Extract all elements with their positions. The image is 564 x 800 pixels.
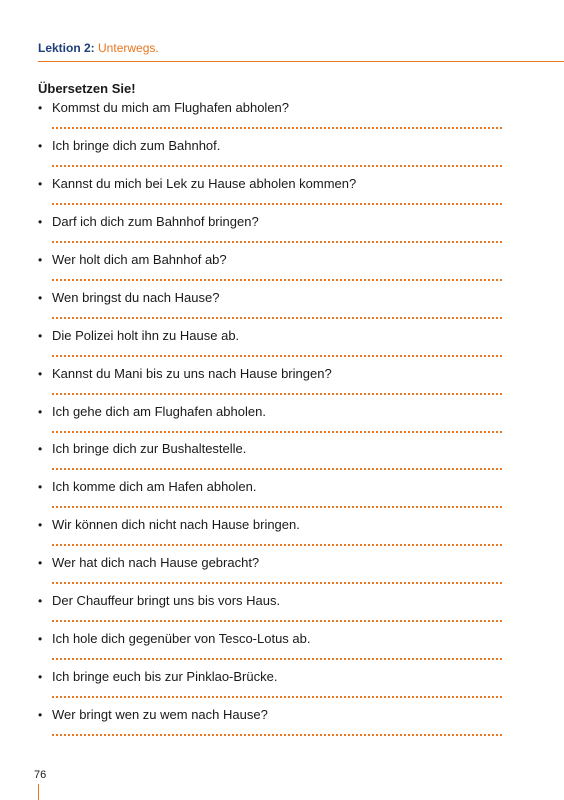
answer-line [52, 127, 502, 129]
bullet-icon: • [38, 518, 43, 533]
bullet-icon: • [38, 708, 43, 722]
bullet-icon: • [38, 328, 43, 343]
exercise-sentence: Der Chauffeur bringt uns bis vors Haus. [52, 593, 281, 609]
exercise-sentence: Wir können dich nicht nach Hause bringen. [52, 517, 300, 533]
exercise-sentence: Wer hat dich nach Hause gebracht? [52, 555, 260, 571]
answer-line [52, 620, 502, 622]
answer-line [52, 241, 502, 243]
answer-line [52, 468, 502, 470]
exercise-sentence: Ich bringe dich zur Bushaltestelle. [52, 441, 247, 457]
bullet-icon: • [38, 670, 43, 685]
exercise-sentence: Kannst du Mani bis zu uns nach Hause bringen? [52, 365, 332, 381]
exercise-sentence: Wen bringst du nach Hause? [52, 289, 220, 305]
bullet-icon: • [38, 138, 43, 153]
exercise-sentence: Wer holt dich am Bahnhof ab? [52, 251, 227, 267]
exercise-item [38, 327, 508, 365]
bullet-icon: • [38, 252, 43, 267]
exercise-item [38, 592, 508, 630]
answer-line [52, 279, 502, 281]
bullet-icon: • [38, 594, 43, 609]
lesson-title: Unterwegs. [98, 41, 159, 55]
exercise-list [38, 99, 508, 744]
page-header [38, 41, 159, 55]
exercise-sentence: Wer bringt wen zu wem nach Hause? [52, 707, 268, 722]
exercise-sentence: Darf ich dich zum Bahnhof bringen? [52, 213, 259, 229]
answer-line [52, 734, 502, 736]
exercise-sentence: Ich bringe dich zum Bahnhof. [52, 137, 221, 153]
answer-line [52, 658, 502, 660]
answer-line [52, 696, 502, 698]
answer-line [52, 317, 502, 319]
bullet-icon: • [38, 404, 43, 419]
exercise-sentence: Kannst du mich bei Lek zu Hause abholen kommen? [52, 175, 357, 191]
exercise-item [38, 403, 508, 441]
exercise-item [38, 440, 508, 478]
bullet-icon: • [38, 480, 43, 495]
exercise-sentence: Ich bringe euch bis zur Pinklao-Brücke. [52, 669, 278, 685]
answer-line [52, 431, 502, 433]
bullet-icon: • [38, 176, 43, 191]
answer-line [52, 203, 502, 205]
answer-line [52, 355, 502, 357]
exercise-title: Übersetzen Sie! [38, 81, 136, 96]
header-rule [38, 61, 564, 62]
exercise-item [38, 516, 508, 554]
exercise-sentence: Kommst du mich am Flughafen abholen? [52, 100, 290, 115]
answer-line [52, 582, 502, 584]
exercise-item [38, 365, 508, 403]
exercise-sentence: Die Polizei holt ihn zu Hause ab. [52, 327, 240, 343]
exercise-item [38, 289, 508, 327]
answer-line [52, 506, 502, 508]
lesson-label: Lektion 2: [38, 41, 95, 55]
exercise-item [38, 554, 508, 592]
bullet-icon: • [38, 366, 43, 381]
exercise-item [38, 175, 508, 213]
bullet-icon: • [38, 214, 43, 229]
exercise-item [38, 213, 508, 251]
bullet-icon: • [38, 632, 43, 647]
bullet-icon: • [38, 101, 43, 115]
bullet-icon: • [38, 556, 43, 571]
page-marker [38, 784, 39, 800]
answer-line [52, 393, 502, 395]
exercise-item [38, 99, 508, 137]
exercise-sentence: Ich hole dich gegenüber von Tesco-Lotus ab. [52, 631, 311, 647]
exercise-sentence: Ich komme dich am Hafen abholen. [52, 479, 257, 495]
exercise-item [38, 706, 508, 744]
bullet-icon: • [38, 290, 43, 305]
page-number: 76 [34, 769, 47, 781]
answer-line [52, 165, 502, 167]
exercise-item [38, 668, 508, 706]
exercise-item [38, 137, 508, 175]
exercise-sentence: Ich gehe dich am Flughafen abholen. [52, 403, 266, 419]
bullet-icon: • [38, 442, 43, 457]
answer-line [52, 544, 502, 546]
exercise-item [38, 630, 508, 668]
exercise-item [38, 478, 508, 516]
exercise-item [38, 251, 508, 289]
